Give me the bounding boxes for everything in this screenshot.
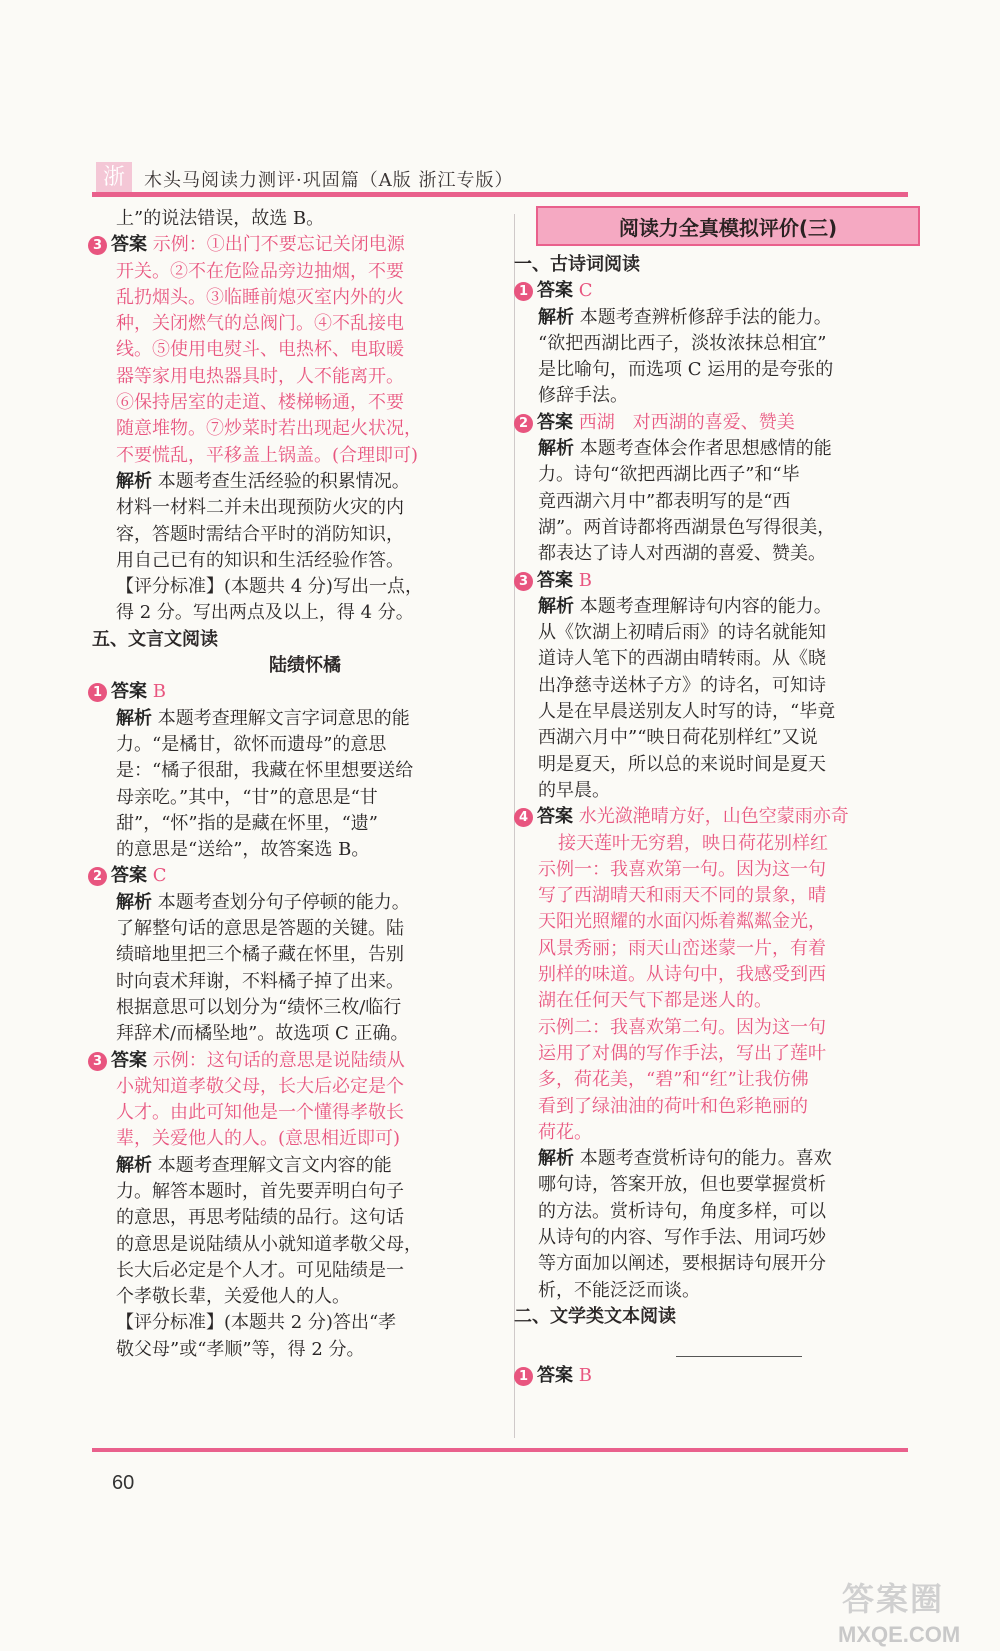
question-number-3: 3 [88, 1052, 107, 1071]
watermark-logo: 答案圈 [842, 1580, 945, 1618]
analysis-text: 长大后必定是个人才。可见陆绩是一 [116, 1259, 404, 1281]
answer-text: 种，关闭燃气的总阀门。④不乱接电 [116, 313, 404, 335]
answer-text: 辈，关爱他人的人。(意思相近即可) [116, 1128, 401, 1150]
analysis-text: 的意思是“送给”，故答案选 B。 [116, 839, 370, 861]
analysis-line [538, 594, 918, 620]
answer-text: 开关。②不在危险品旁边抽烟，不要 [116, 260, 404, 282]
q4-answer-line [514, 804, 918, 830]
question-number-2: 2 [514, 414, 533, 433]
analysis-text: 根据意思可以划分为“绩怀三枚/临行 [116, 996, 402, 1018]
answer-label: 答案 [111, 865, 147, 887]
answer-text: B [578, 1365, 592, 1387]
analysis-line [538, 436, 918, 462]
analysis-label: 解析 [538, 1148, 574, 1170]
analysis-text: 材料一材料二并未出现预防火灾的内 [116, 497, 404, 519]
analysis-text: 竟西湖六月中”都表明写的是“西 [538, 490, 791, 512]
analysis-text: 的方法。赏析诗句，角度多样，可以 [538, 1200, 826, 1222]
footer-rule [92, 1448, 908, 1452]
analysis-text: 都表达了诗人对西湖的喜爱、赞美。 [538, 543, 826, 565]
scoring-text: 敬父母”或“孝顺”等，得 2 分。 [116, 1338, 365, 1360]
answer-label: 答案 [537, 806, 573, 828]
answer-text: 示例二：我喜欢第二句。因为这一句 [538, 1016, 826, 1038]
analysis-text: 个孝敬长辈，关爱他人的人。 [116, 1286, 350, 1308]
q2-answer-line [514, 410, 918, 436]
answer-text: 接天莲叶无穷碧，映日荷花别样红 [558, 832, 828, 854]
analysis-text: 本题考查生活经验的积累情况。 [157, 470, 410, 492]
answer-text: 西湖 对西湖的喜爱、赞美 [578, 411, 795, 433]
answer-label: 答案 [537, 411, 573, 433]
analysis-text: 等方面加以阐述，要根据诗句展开分 [538, 1253, 826, 1275]
analysis-text: 用自己已有的知识和生活经验作答。 [116, 549, 404, 571]
analysis-text: 湖”。两首诗都将西湖景色写得很美， [538, 516, 836, 538]
analysis-label: 解析 [116, 470, 152, 492]
answer-text: B [152, 681, 166, 703]
analysis-text: 是比喻句，而选项 C 运用的是夸张的 [538, 359, 834, 381]
analysis-label: 解析 [116, 707, 152, 729]
analysis-label: 解析 [116, 1154, 152, 1176]
answer-text: 运用了对偶的写作手法，写出了莲叶 [538, 1042, 826, 1064]
analysis-text: 本题考查理解文言字词意思的能 [157, 707, 410, 729]
answer-label: 答案 [537, 1365, 573, 1387]
exam-banner-title: 阅读力全真模拟评价(三) [618, 215, 838, 240]
analysis-line [116, 706, 494, 732]
question-number-1: 1 [88, 683, 107, 702]
analysis-text: 本题考查辨析修辞手法的能力。 [579, 306, 832, 328]
answer-text: C [578, 280, 593, 302]
question-number-1: 1 [514, 282, 533, 301]
analysis-text: 的意思是说陆绩从小就知道孝敬父母， [116, 1233, 422, 1255]
question-number-4: 4 [514, 808, 533, 827]
q3-answer-line [88, 232, 494, 258]
answer-text: 人才。由此可知他是一个懂得孝敬长 [116, 1102, 404, 1124]
analysis-line [116, 469, 494, 495]
section-heading-1: 一、古诗词阅读 [514, 254, 640, 275]
answer-text: 线。⑤使用电熨斗、电热杯、电取暖 [116, 339, 404, 361]
passage-title: 陆绩怀橘 [269, 655, 341, 677]
answer-text: 天阳光照耀的水面闪烁着粼粼金光， [538, 911, 826, 933]
analysis-text: 从《饮湖上初晴后雨》的诗名就能知 [538, 622, 826, 644]
page-header [92, 162, 908, 196]
right-column [514, 206, 918, 1389]
answer-text: 示例：①出门不要忘记关闭电源 [152, 234, 405, 256]
q3b-answer-line [88, 1048, 494, 1074]
answer-text: 荷花。 [538, 1121, 592, 1143]
analysis-text: 修辞手法。 [538, 385, 628, 407]
answer-text: 湖在任何天气下都是迷人的。 [538, 990, 772, 1012]
analysis-text: 的意思，再思考陆绩的品行。这句话 [116, 1207, 404, 1229]
analysis-text: 力。诗句“欲把西湖比西子”和“毕 [538, 464, 800, 486]
answer-text: C [152, 865, 167, 887]
answer-text: 示例：这句话的意思是说陆绩从 [152, 1049, 405, 1071]
analysis-text: 时向袁术拜谢，不料橘子掉了出来。 [116, 970, 404, 992]
analysis-line [116, 1153, 494, 1179]
analysis-text: 从诗句的内容、写作手法、用词巧妙 [538, 1226, 826, 1248]
analysis-text: 绩暗地里把三个橘子藏在怀里，告别 [116, 944, 404, 966]
analysis-text: 拜辞术/而橘坠地”。故选项 C 正确。 [116, 1023, 409, 1045]
analysis-text: 析，不能泛泛而谈。 [538, 1279, 700, 1301]
page-number: 60 [112, 1472, 135, 1494]
answer-label: 答案 [111, 234, 147, 256]
answer-text: ⑥保持居室的走道、楼梯畅通，不要 [116, 392, 404, 414]
q1-answer-line [514, 278, 918, 304]
analysis-text: 道诗人笔下的西湖由晴转雨。从《晓 [538, 648, 826, 670]
answer-text: B [578, 569, 592, 591]
exam-banner [536, 206, 920, 246]
scoring-text: 【评分标准】(本题共 4 分)写出一点， [116, 576, 423, 598]
question-number-2: 2 [88, 867, 107, 886]
analysis-line [116, 890, 494, 916]
analysis-text: 甜”，“怀”指的是藏在怀里，“遗” [116, 812, 379, 834]
q2-answer-line [88, 863, 494, 889]
answer-label: 答案 [537, 280, 573, 302]
q1-answer-line [88, 679, 494, 705]
analysis-text: “欲把西湖比西子，淡妆浓抹总相宜” [538, 332, 827, 354]
analysis-label: 解析 [538, 438, 574, 460]
analysis-text: 出净慈寺送林子方》的诗名，可知诗 [538, 674, 826, 696]
analysis-label: 解析 [538, 306, 574, 328]
answer-text: 小就知道孝敬父母，长大后必定是个 [116, 1075, 404, 1097]
left-column [92, 206, 494, 1363]
answer-label: 答案 [111, 681, 147, 703]
answer-text: 乱扔烟头。③临睡前熄灭室内外的火 [116, 286, 404, 308]
analysis-text: 力。“是橘甘，欲怀而遗母”的意思 [116, 733, 387, 755]
analysis-text: 本题考查划分句子停顿的能力。 [157, 891, 410, 913]
book-title: 木头马阅读力测评·巩固篇（A版 浙江专版） [144, 170, 514, 191]
analysis-label: 解析 [538, 595, 574, 617]
header-rule [92, 192, 908, 197]
answer-text: 多，荷花美，“碧”和“红”让我仿佛 [538, 1069, 809, 1091]
analysis-text: 西湖六月中”“映日荷花别样红”又说 [538, 727, 818, 749]
province-mark: 浙 [96, 162, 132, 194]
answer-text: 随意堆物。⑦炒菜时若出现起火状况， [116, 418, 422, 440]
q1b-answer-line [514, 1363, 918, 1389]
analysis-text: 明是夏天，所以总的来说时间是夏天 [538, 753, 826, 775]
watermark-url: MXQE.COM [838, 1622, 961, 1647]
answer-text: 写了西湖晴天和雨天不同的景象，晴 [538, 885, 826, 907]
analysis-text: 哪句诗，答案开放，但也要掌握赏析 [538, 1174, 826, 1196]
answer-text: 水光潋滟晴方好，山色空蒙雨亦奇 [578, 806, 849, 828]
answer-text: 器等家用电热器具时，人不能离开。 [116, 365, 404, 387]
analysis-text: 的早晨。 [538, 779, 610, 801]
text-line: 上”的说法错误，故选 B。 [116, 208, 325, 229]
answer-label: 答案 [537, 569, 573, 591]
question-number-3: 3 [88, 236, 107, 255]
answer-text: 别样的味道。从诗句中，我感受到西 [538, 964, 826, 986]
answer-text: 看到了绿油油的荷叶和色彩艳丽的 [538, 1095, 808, 1117]
section-heading-5: 五、文言文阅读 [92, 628, 218, 650]
analysis-text: 本题考查体会作者思想感情的能 [579, 438, 832, 460]
answer-label: 答案 [111, 1049, 147, 1071]
scoring-text: 【评分标准】(本题共 2 分)答出“孝 [116, 1312, 397, 1334]
analysis-line [538, 305, 918, 331]
answer-text: 示例一：我喜欢第一句。因为这一句 [538, 858, 826, 880]
analysis-text: 容，答题时需结合平时的消防知识， [116, 523, 404, 545]
analysis-label: 解析 [116, 891, 152, 913]
analysis-text: 母亲吃。”其中，“甘”的意思是“甘 [116, 786, 378, 808]
answer-text: 风景秀丽；雨天山峦迷蒙一片，有着 [538, 937, 826, 959]
analysis-text: 本题考查理解文言文内容的能 [157, 1154, 392, 1176]
section-heading-2: 二、文学类文本阅读 [514, 1305, 676, 1327]
analysis-text: 本题考查赏析诗句的能力。喜欢 [579, 1148, 832, 1170]
analysis-line [538, 1146, 918, 1172]
question-number-3: 3 [514, 572, 533, 591]
scoring-text: 得 2 分。写出两点及以上，得 4 分。 [116, 602, 414, 624]
question-number-1: 1 [514, 1367, 533, 1386]
analysis-text: 了解整句话的意思是答题的关键。陆 [116, 918, 404, 940]
title-underline [676, 1356, 802, 1357]
analysis-text: 力。解答本题时，首先要弄明白句子 [116, 1180, 404, 1202]
analysis-text: 本题考查理解诗句内容的能力。 [579, 595, 832, 617]
analysis-text: 人是在早晨送别友人时写的诗，“毕竟 [538, 701, 836, 723]
q3-answer-line [514, 568, 918, 594]
analysis-text: 是：“橘子很甜，我藏在怀里想要送给 [116, 760, 414, 782]
answer-text: 不要慌乱，平移盖上锅盖。(合理即可) [116, 444, 419, 466]
